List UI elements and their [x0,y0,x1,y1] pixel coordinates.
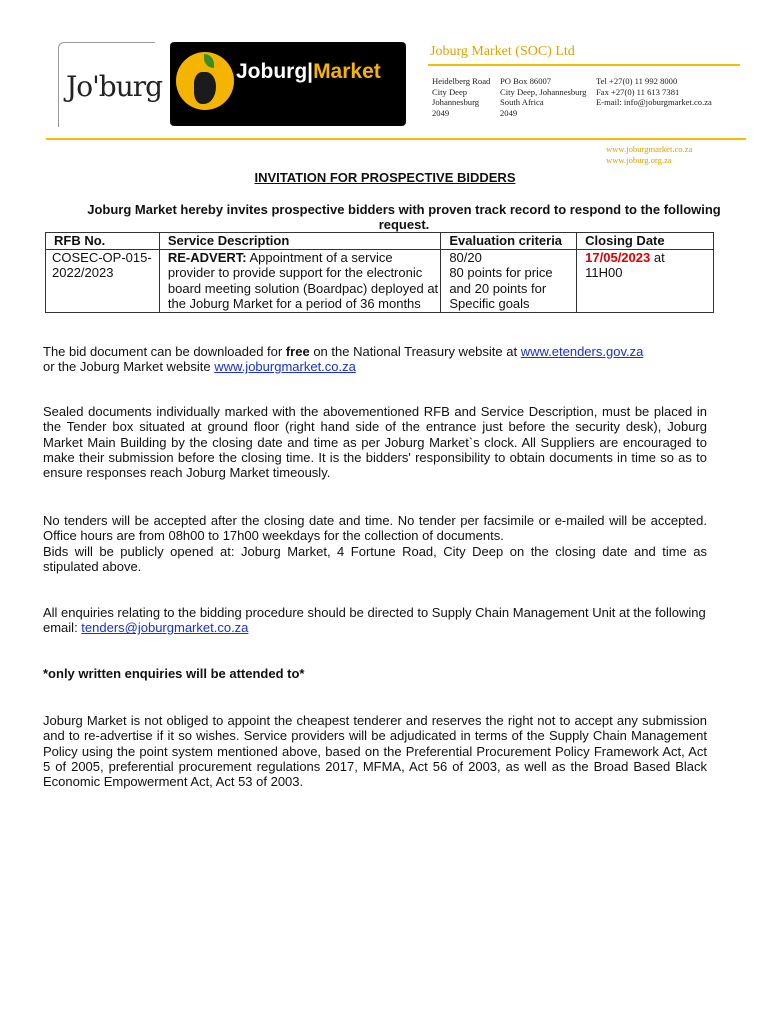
header-closing-date: Closing Date [577,233,714,250]
joburg-logo: Jo'burg [66,70,163,103]
globe-icon [176,52,234,110]
cell-rfb: COSEC-OP-015-2022/2023 [46,249,160,312]
websites: www.joburgmarket.co.za www.joburg.org.za [606,144,693,165]
intro-text: Joburg Market hereby invites prospective bidders with proven track record to respond to the following request. [87,202,721,232]
sealed-documents-paragraph: Sealed documents individually marked with the abovementioned RFB and Service Description, must be placed in the Tender box situated at ground floor (right hand side of the entrance just before the security desk), Joburg Market Main Building by the closing date and time as per Joburg Market`s clock. All Suppliers are encouraged to make their submission before the closing time. It is the bidders' responsibility to obtain documents in time so as to ensure responses reach Joburg Market timeously. [43,404,707,481]
header-service-description: Service Description [159,233,440,250]
company-name: Joburg Market (SOC) Ltd [430,44,575,59]
written-enquiries-note: *only written enquiries will be attended to* [43,666,305,681]
download-paragraph: The bid document can be downloaded for free on the National Treasury website at www.etenders.gov.za or the Joburg Market website www.joburgmarket.co.za [43,344,644,375]
header-rule [46,138,746,140]
joburgmarket-link[interactable]: www.joburgmarket.co.za [214,359,356,375]
header-evaluation-criteria: Evaluation criteria [441,233,577,250]
table-header-row [46,233,714,250]
bids-opening-paragraph: Bids will be publicly opened at: Joburg Market, 4 Fortune Road, City Deep on the closing date and time as stipulated above. [43,544,707,575]
africa-map-icon [194,72,216,104]
physical-address: Heidelberg Road City Deep Johannesburg 2049 [432,76,491,118]
final-paragraph: Joburg Market is not obliged to appoint the cheapest tenderer and reserves the right not to accept any submission and to re-advertise if it so wishes. Service providers will be adjudicated in terms of the Supply Chain Management Policy using the point system mentioned above, based on the Preferential Procurement Policy Framework Act, Act 5 of 2005, preferential procurement regulations 2017, MFMA, Act 56 of 2003, as well as the Broad Based Black Economic Empowerment Act, Act 53 of 2003. [43,713,707,790]
tenders-email-link[interactable]: tenders@joburgmarket.co.za [81,620,249,636]
contact-details: Tel +27(0) 11 992 8000 Fax +27(0) 11 613 7381 E-mail: info@joburgmarket.co.za [596,76,712,107]
cell-closing: 17/05/2023 at 11H00 [577,249,714,312]
closing-date: 17/05/2023 [585,249,651,265]
joburg-market-logo [170,42,406,126]
rfb-table [45,232,714,313]
enquiries-paragraph: All enquiries relating to the bidding procedure should be directed to Supply Chain Management Unit at the following email: tenders@joburgmarket.co.za [43,605,706,636]
no-tenders-paragraph: No tenders will be accepted after the closing date and time. No tender per facsimile or e-mailed will be accepted. Office hours are from 08h00 to 17h00 weekdays for the collection of documents. [43,513,707,544]
header-rfb: RFB No. [46,233,160,250]
page-title: INVITATION FOR PROSPECTIVE BIDDERS [254,170,516,185]
closing-time: 11H00 [585,265,623,280]
header-divider [428,64,740,66]
joburg-market-logo-text: Joburg|Market [236,60,381,83]
table-row [46,249,714,312]
leaf-icon [204,54,214,68]
postal-address: PO Box 86007 City Deep, Johannesburg South Africa 2049 [500,76,587,118]
etenders-link[interactable]: www.etenders.gov.za [520,344,644,359]
cell-criteria: 80/20 80 points for price and 20 points for Specific goals [441,249,577,312]
cell-description: RE-ADVERT: Appointment of a service provider to provide support for the electronic board meeting solution (Boardpac) deployed at the Joburg Market for a period of 36 months [159,249,440,312]
